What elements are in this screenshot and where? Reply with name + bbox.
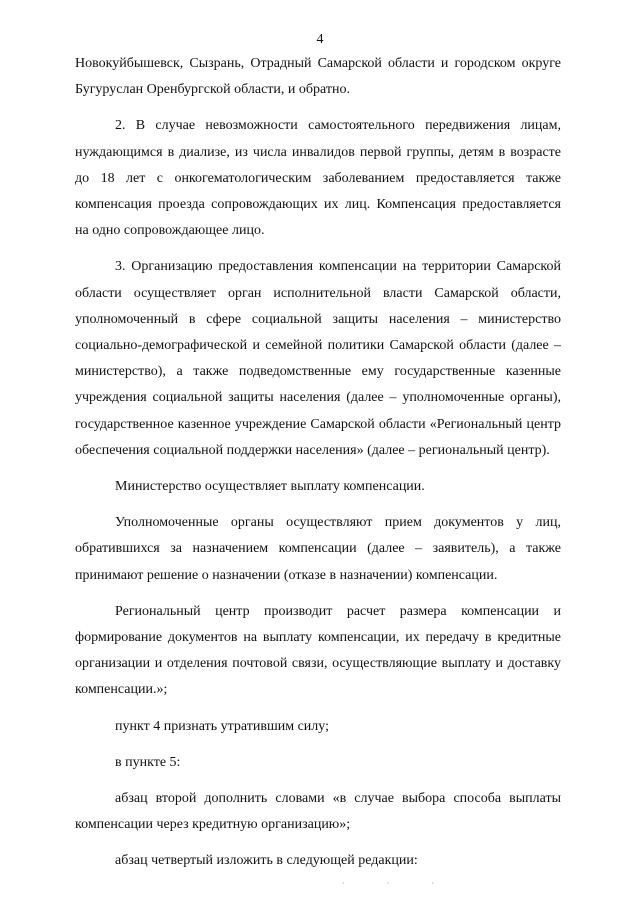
paragraph-1: Новокуйбышевск, Сызрань, Отрадный Самарской области и городском округе Бугуруслан Оренбургской области, и обратно. bbox=[75, 56, 561, 98]
paragraph-7: пункт 4 признать утратившим силу; bbox=[115, 718, 329, 734]
document-body bbox=[75, 51, 561, 875]
scan-specks: · · · bbox=[342, 879, 454, 888]
paragraph-8: в пункте 5: bbox=[115, 754, 181, 770]
paragraph-3: 3. Организацию предоставления компенсации на территории Самарской области осуществляет орган исполнительной власти Самарской области, уполномоченный в сфере социальной защиты населения – министерство социально-демографической и семейной политики Самарской области (далее – министерство), а также подведомственные ему государственные казенные учреждения социальной защиты населения (далее – уполномоченные органы), государственное казенное учреждение Самарской области «Региональный центр обеспечения социальной поддержки населения» (далее – региональный центр). bbox=[75, 259, 561, 458]
paragraph-2: 2. В случае невозможности самостоятельного передвижения лицам, нуждающимся в диализе, из числа инвалидов первой группы, детям в возрасте до 18 лет с онкогематологическим заболеванием предоставляется также компенсация проезда сопровождающих их лиц. Компенсация предоставляется на одно сопровождающее лицо. bbox=[75, 118, 561, 239]
paragraph-10: абзац четвертый изложить в следующей редакции: bbox=[115, 853, 418, 869]
paragraph-4: Министерство осуществляет выплату компенсации. bbox=[115, 479, 425, 495]
page-number: 4 bbox=[316, 32, 324, 47]
paragraph-5: Уполномоченные органы осуществляют прием документов у лиц, обратившихся за назначением компенсации (далее – заявитель), а также принимают решение о назначении (отказе в назначении) компенсации. bbox=[75, 515, 561, 583]
paragraph-6: Региональный центр производит расчет размера компенсации и формирование документов на выплату компенсации, их передачу в кредитные организации и отделения почтовой связи, осуществляющие выплату и доставку компенсации.»; bbox=[75, 603, 561, 698]
paragraph-9: абзац второй дополнить словами «в случае выбора способа выплаты компенсации через кредитную организацию»; bbox=[75, 791, 561, 833]
